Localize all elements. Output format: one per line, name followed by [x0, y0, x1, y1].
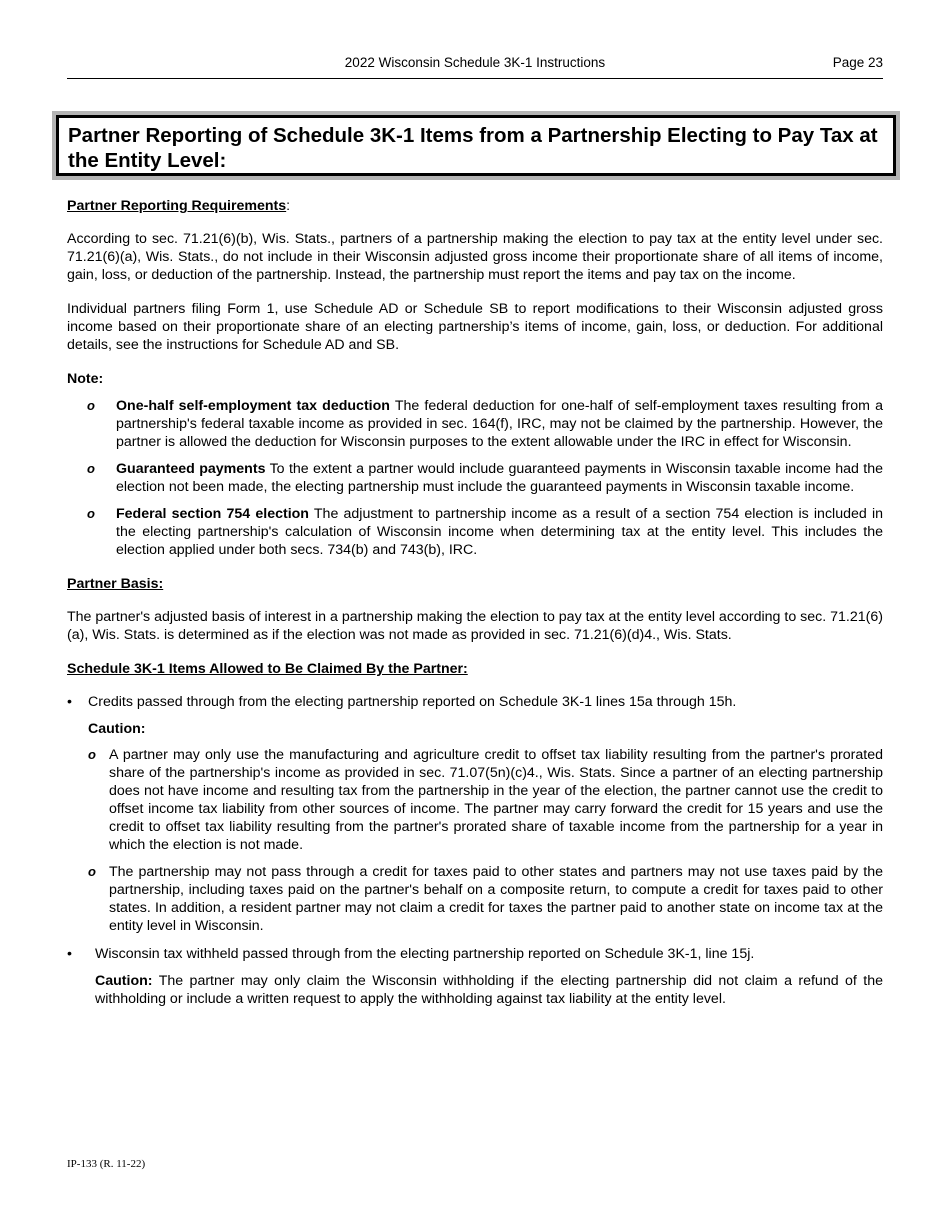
caution-label: Caution:	[88, 721, 146, 737]
circle-bullet-icon: o	[88, 747, 96, 762]
requirements-paragraph-1: According to sec. 71.21(6)(b), Wis. Stats., partners of a partnership making the election to pay tax at the entity level under sec. 71.21(6)(a), Wis. Stats., do not include in their Wisconsin adjusted gross income their proportionate share of all items of income, gain, loss, or deduction of the partnership. Instead, the partnership must report the items and pay tax on the income.	[67, 231, 883, 283]
caution-text: A partner may only use the manufacturing and agriculture credit to offset tax liability resulting from the partner's prorated share of the partnership's income as provided in sec. 71.07(5n)(c)4., Wis. Stats. Since a partner of an electing partnership does not have income and resulting tax from the partnership in the year of the election, the partner cannot use the credit to offset income tax liability from other sources of income. The partner may carry forward the credit for 15 years and use the credit to offset tax liability resulting from the partner's prorated share of taxable income from the partnership for a year in which the election is not made.	[109, 747, 883, 853]
caution-item	[67, 746, 883, 854]
withholding-caution	[95, 972, 883, 1008]
caution-text: The partnership may not pass through a credit for taxes paid to other states and partners may not use taxes paid by the partnership, including taxes paid on the partner's behalf on a composite return, to compute a credit for taxes paid to other states. In addition, a resident partner may not claim a credit for taxes the partner paid to another state on income tax at the entity level in Wisconsin.	[109, 864, 883, 934]
note-text: The federal deduction for one-half of self-employment taxes resulting from a partnership's federal taxable income as provided in sec. 164(f), IRC, may not be claimed by the partnership. However, the partner is allowed the deduction for Wisconsin purposes to the extent allowable under the IRC in effect for Wisconsin.	[116, 398, 884, 450]
caution-text: The partner may only claim the Wisconsin withholding if the electing partnership did not claim a refund of the withholding or include a written request to apply the withholding against tax liability at the entity level.	[95, 973, 883, 1007]
content	[67, 197, 883, 1008]
note-item	[67, 460, 883, 496]
caution-label: Caution:	[95, 973, 153, 989]
circle-bullet-icon: o	[87, 398, 95, 413]
caution-item	[67, 863, 883, 935]
allowed-item-text: Wisconsin tax withheld passed through from the electing partnership reported on Schedule 3K-1, line 15j.	[95, 946, 755, 962]
requirements-heading: Partner Reporting Requirements	[67, 198, 287, 214]
bullet-icon: •	[67, 946, 72, 962]
note-item	[67, 505, 883, 559]
note-text: The adjustment to partnership income as a result of a section 754 election is included in the electing partnership's calculation of Wisconsin income when determining tax at the entity level. This includes the election applied under both secs. 734(b) and 743(b), IRC.	[116, 506, 883, 558]
page-number: Page 23	[832, 55, 883, 70]
section-title: Partner Reporting of Schedule 3K-1 Items from a Partnership Electing to Pay Tax at the Entity Level:	[56, 115, 896, 176]
allowed-item-credits	[67, 693, 883, 711]
requirements-heading-suffix: :	[286, 198, 291, 214]
circle-bullet-icon: o	[87, 461, 95, 476]
basis-heading: Partner Basis:	[67, 576, 164, 592]
header-rule	[67, 78, 883, 79]
note-term: One-half self-employment tax deduction	[116, 398, 390, 414]
note-term: Federal section 754 election	[116, 506, 309, 522]
circle-bullet-icon: o	[87, 506, 95, 521]
note-term: Guaranteed payments	[116, 461, 266, 477]
basis-text: The partner's adjusted basis of interest in a partnership making the election to pay tax at the entity level according to sec. 71.21(6)(a), Wis. Stats. is determined as if the election was not made as provided in sec. 71.21(6)(d)4., Wis. Stats.	[67, 609, 883, 643]
caution-list	[67, 746, 883, 935]
note-label: Note:	[67, 371, 104, 387]
section-title-box	[52, 111, 900, 180]
note-item	[67, 397, 883, 451]
bullet-icon: •	[67, 694, 72, 710]
page-header-title: 2022 Wisconsin Schedule 3K-1 Instructions	[344, 55, 606, 70]
note-list	[67, 397, 883, 559]
allowed-item-text: Credits passed through from the electing partnership reported on Schedule 3K-1 lines 15a through 15h.	[88, 694, 737, 710]
requirements-heading-line	[67, 197, 883, 215]
note-text: To the extent a partner would include guaranteed payments in Wisconsin taxable income had the election not been made, the electing partnership must include the guaranteed payments in Wisconsin taxable income.	[116, 461, 883, 495]
form-footer: IP-133 (R. 11-22)	[67, 1158, 146, 1170]
allowed-item-withholding	[67, 945, 883, 963]
circle-bullet-icon: o	[88, 864, 96, 879]
requirements-paragraph-2: Individual partners filing Form 1, use Schedule AD or Schedule SB to report modifications to their Wisconsin adjusted gross income based on their proportionate share of an electing partnership’s items of income, gain, loss, or deduction. For additional details, see the instructions for Schedule AD and SB.	[67, 301, 883, 353]
allowed-heading: Schedule 3K-1 Items Allowed to Be Claimed By the Partner:	[67, 661, 468, 677]
